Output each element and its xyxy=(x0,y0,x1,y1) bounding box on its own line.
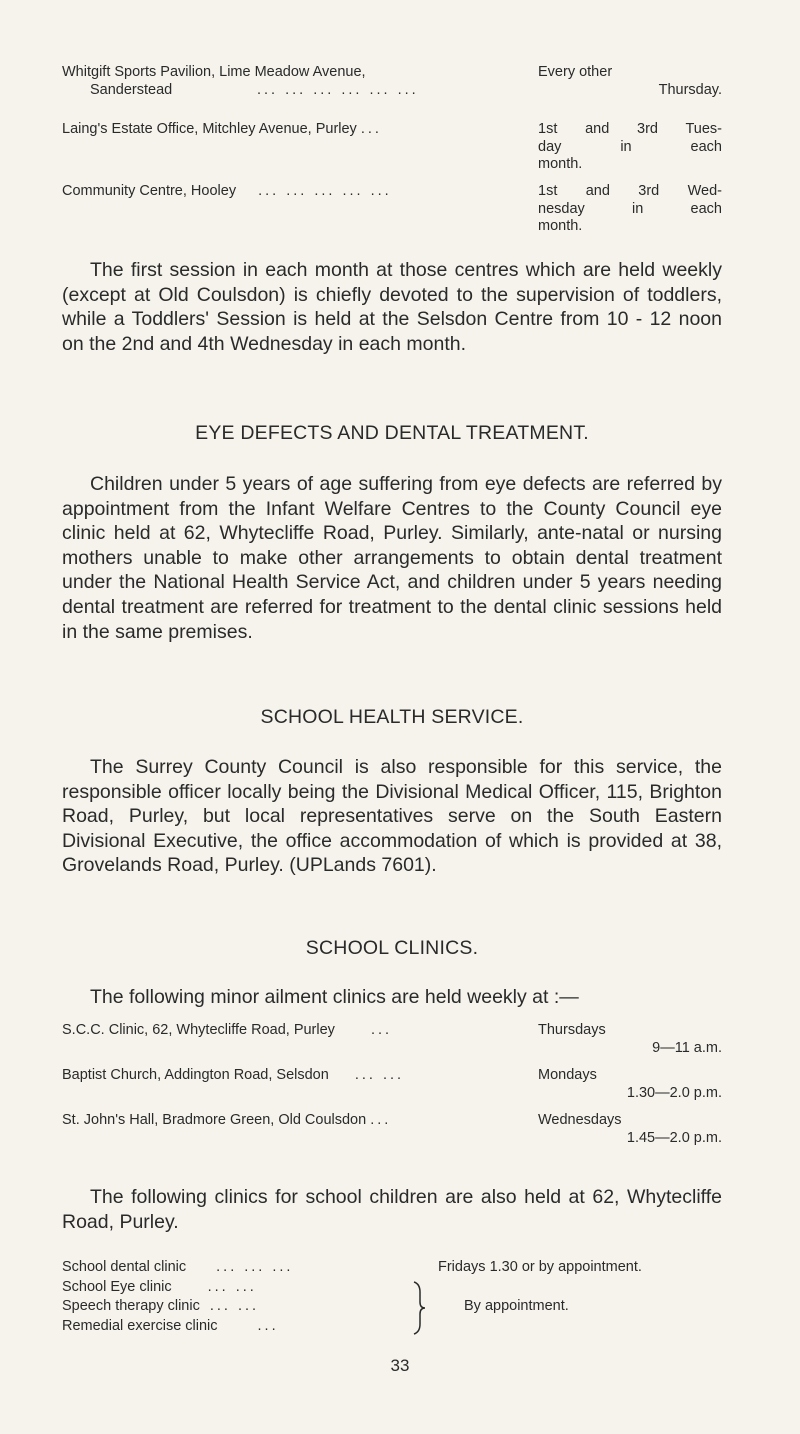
section-heading-eye-dental: EYE DEFECTS AND DENTAL TREATMENT. xyxy=(195,422,589,444)
paragraph-text: The following clinics for school children are also held at 62, Whytecliffe Road, Purley. xyxy=(62,1186,722,1233)
leader-dots: ... ... ... ... ... xyxy=(258,183,392,199)
session-frequency: 1st and 3rd Wed- xyxy=(538,183,722,199)
clinic-time: 1.45—2.0 p.m. xyxy=(626,1129,722,1146)
leader-dots: ... ... xyxy=(354,1067,405,1083)
venue-name: Community Centre, Hooley xyxy=(62,183,237,199)
paragraph-school-children-clinics xyxy=(62,1185,722,1234)
section-heading-school-health: SCHOOL HEALTH SERVICE. xyxy=(260,706,524,728)
school-clinics-list xyxy=(62,1258,722,1336)
clinic-label: Remedial exercise clinic ... xyxy=(62,1317,279,1334)
clinic-time: 1.30—2.0 p.m. xyxy=(626,1084,722,1101)
paragraph-clinics-intro xyxy=(62,985,722,1010)
clinic-day: Mondays xyxy=(538,1067,597,1083)
paragraph-text: The following minor ailment clinics are held weekly at :— xyxy=(90,986,579,1008)
list-item xyxy=(62,1297,722,1317)
curly-brace-icon xyxy=(410,1280,430,1336)
leader-dots: ... xyxy=(257,1317,279,1334)
session-frequency: 1st and 3rd Tues- xyxy=(538,121,722,137)
paragraph-school-health xyxy=(62,755,722,878)
session-frequency-end: month. xyxy=(538,218,583,234)
paragraph-toddlers xyxy=(62,258,722,356)
session-frequency-cont: day in each xyxy=(538,138,722,155)
venue-name: Whitgift Sports Pavilion, Lime Meadow Avenue, xyxy=(62,64,366,80)
list-item xyxy=(62,1317,722,1337)
paragraph-text: The Surrey County Council is also responsible for this service, the responsible officer locally being the Divisional Medical Officer, 115, Brighton Road, Purley, but local representatives serve on the South Eastern Divisional Executive, the office accommodation of which is provided at 38, Grovelands Road, Purley. (UPLands 7601). xyxy=(62,756,722,877)
leader-dots: ... xyxy=(360,121,382,137)
leader-dots: ... ... ... ... ... ... xyxy=(257,82,419,98)
session-frequency-cont: Thursday. xyxy=(658,81,722,98)
paragraph-text: Children under 5 years of age suffering from eye defects are referred by appointment from the Infant Welfare Centres to the County Council eye clinic held at 62, Whytecliffe Road, Purley. Similarly, ante-natal or nursing mothers unable to make other arrangements to obtain dental treatment under the National Health Service Act, and children under 5 years needing dental treatment are referred for treatment to the dental clinic sessions held in the same premises. xyxy=(62,473,722,643)
session-frequency-cont: nesday in each xyxy=(538,200,722,217)
clinic-day: Wednesdays xyxy=(538,1112,622,1128)
leader-dots: ... xyxy=(370,1112,392,1128)
section-heading-school-clinics: SCHOOL CLINICS. xyxy=(305,937,479,959)
clinic-location: Baptist Church, Addington Road, Selsdon xyxy=(62,1067,329,1083)
leader-dots: ... ... ... xyxy=(216,1259,294,1275)
clinic-time: 9—11 a.m. xyxy=(652,1039,722,1056)
session-frequency-end: month. xyxy=(538,156,583,172)
clinic-day: Thursdays xyxy=(538,1022,606,1038)
clinic-label: Speech therapy clinic ... ... xyxy=(62,1298,260,1314)
page-number: 33 xyxy=(390,1356,410,1375)
by-appointment-note: By appointment. xyxy=(464,1298,569,1314)
venue-name: Laing's Estate Office, Mitchley Avenue, Purley xyxy=(62,121,357,137)
paragraph-eye-dental xyxy=(62,472,722,644)
leader-dots: ... xyxy=(370,1022,393,1038)
list-item xyxy=(62,1278,722,1298)
dental-clinic-time: Fridays 1.30 or by appointment. xyxy=(438,1259,642,1275)
leader-dots: ... ... xyxy=(207,1278,257,1295)
clinic-location: S.C.C. Clinic, 62, Whytecliffe Road, Purley xyxy=(62,1022,335,1038)
clinic-label: School dental clinic ... ... ... xyxy=(62,1259,294,1275)
paragraph-text: The first session in each month at those centres which are held weekly (except at Old Coulsdon) is chiefly devoted to the supervision of toddlers, while a Toddlers' Session is held at the Selsdon Centre from 10 - 12 noon on the 2nd and 4th Wednesday in each month. xyxy=(62,259,722,355)
venue-name-cont: Sanderstead xyxy=(90,81,173,98)
clinic-label: School Eye clinic ... ... xyxy=(62,1278,257,1295)
clinic-location: St. John's Hall, Bradmore Green, Old Coulsdon xyxy=(62,1112,367,1128)
session-frequency: Every other xyxy=(538,64,613,80)
leader-dots: ... ... xyxy=(209,1298,260,1314)
